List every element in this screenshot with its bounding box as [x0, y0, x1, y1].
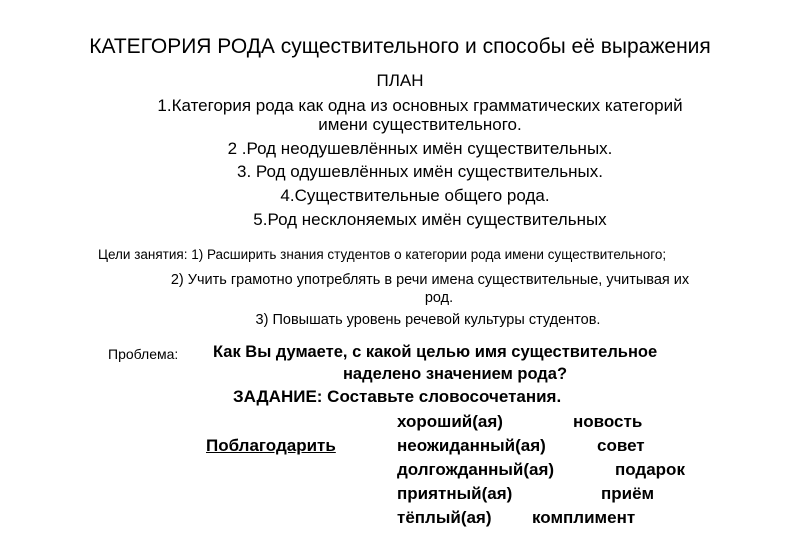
plan-item: 4.Существительные общего рода.	[280, 186, 550, 205]
plan-item: имени существительного.	[318, 115, 522, 134]
adjective: неожиданный(ая)	[397, 436, 546, 455]
task-heading: ЗАДАНИЕ: Составьте словосочетания.	[233, 387, 562, 406]
slide-title: КАТЕГОРИЯ РОДА существительного и способы её выражения	[89, 35, 711, 58]
goals-line: 2) Учить грамотно употреблять в речи имена существительные, учитывая их	[170, 272, 690, 288]
goals-line: Цели занятия: 1) Расширить знания студентов о категории рода имени существительного;	[98, 247, 667, 262]
adjective: тёплый(ая)	[397, 508, 492, 527]
noun: приём	[601, 484, 655, 503]
adjective: приятный(ая)	[397, 484, 513, 503]
noun: подарок	[615, 460, 685, 479]
plan-item: 2 .Род неодушевлённых имён существительных.	[227, 139, 613, 158]
noun: совет	[597, 436, 645, 455]
task-verb: Поблагодарить	[206, 436, 336, 455]
plan-item: 5.Род несклоняемых имён существительных	[253, 210, 607, 229]
goals-line: 3) Повышать уровень речевой культуры студентов.	[255, 312, 601, 328]
plan-heading: ПЛАН	[376, 71, 424, 90]
problem-label: Проблема:	[108, 346, 179, 362]
problem-question: Как Вы думаете, с какой целью имя существительное	[213, 343, 658, 361]
noun: комплимент	[532, 508, 636, 527]
plan-item: 1.Категория рода как одна из основных грамматических категорий	[157, 96, 683, 115]
adjective: долгожданный(ая)	[397, 460, 555, 479]
noun: новость	[573, 412, 643, 431]
problem-question: наделено значением рода?	[342, 365, 568, 383]
plan-item: 3. Род одушевлённых имён существительных.	[237, 162, 603, 181]
adjective: хороший(ая)	[397, 412, 503, 431]
goals-line: род.	[424, 290, 454, 306]
